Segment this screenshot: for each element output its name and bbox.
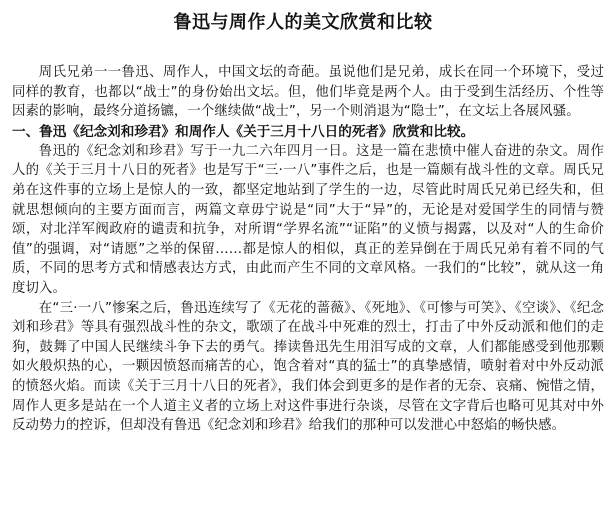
document-title: 鲁迅与周作人的美文欣赏和比较 bbox=[173, 12, 433, 33]
body-paragraph-2: 在“三·一八”惨案之后，鲁迅连续写了《无花的蔷薇》、《死地》、《可惨与可笑》、《空谈》、《纪念刘和珍君》等具有强烈战斗性的杂文，歌颂了在战斗中死难的烈士，打击了中外反动派和他们的走狗，鼓舞了中国人民继续斗争下去的勇气。捧读鲁迅先生用泪写成的文章，人们都能感受到他那颗如火般炽热的心，一颗因愤怒而痛苦的心，饱含着对“真的猛士”的真挚感情，喷射着对中外反动派的愤怒火焰。而读《关于三月十八日的死者》，我们体会到更多的是作者的无奈、哀痛、惋惜之情，周作人更多是站在一个人道主义者的立场上对这件事进行杂谈，尽管在文字背后也略可见其对中外反动势力的控诉，但却没有鲁迅《纪念刘和珍君》给我们的那种可以发泄心中怒焰的畅快感。 bbox=[12, 300, 604, 434]
section-heading: 一、鲁迅《纪念刘和珍君》和周作人《关于三月十八日的死者》欣赏和比较。 bbox=[12, 123, 475, 140]
body-paragraph-1: 鲁迅的《纪念刘和珍君》写于一九二六年四月一日。这是一篇在悲愤中催人奋进的杂文。周作人的《关于三月十八日的死者》也是写于“三·一八”事件之后，也是一篇颇有战斗性的文章。周氏兄弟在这件事的立场上是惊人的一致，都坚定地站到了学生的一边，尽管此时周氏兄弟已经失和，但就思想倾向的主要方面而言，两篇文章毋宁说是“同”大于“异”的，无论是对爱国学生的同情与赞颂，对北洋军阀政府的谴责和抗争，对所谓“学界名流”“证陷”的义愤与揭露，以及对“人的生命价值”的强调，对“请愿”之举的保留……都是惊人的相似，真正的差异倒在于周氏兄弟有着不同的气质，不同的思考方式和情感表达方式，由此而产生不同的文章风格。一我们的“比较”，就从这一角度切入。 bbox=[12, 143, 604, 296]
document-body bbox=[12, 63, 604, 436]
intro-paragraph: 周氏兄弟一一鲁迅、周作人，中国文坛的奇葩。虽说他们是兄弟，成长在同一个环境下，受过同样的教育，也都以“战士”的身份始出文坛。但，他们毕竟是两个人。由于受到生活经历、个性等因素的影响，最终分道扬镳，一个继续做“战士”，另一个则消退为“隐士”，在文坛上各展风骚。 bbox=[12, 65, 604, 120]
